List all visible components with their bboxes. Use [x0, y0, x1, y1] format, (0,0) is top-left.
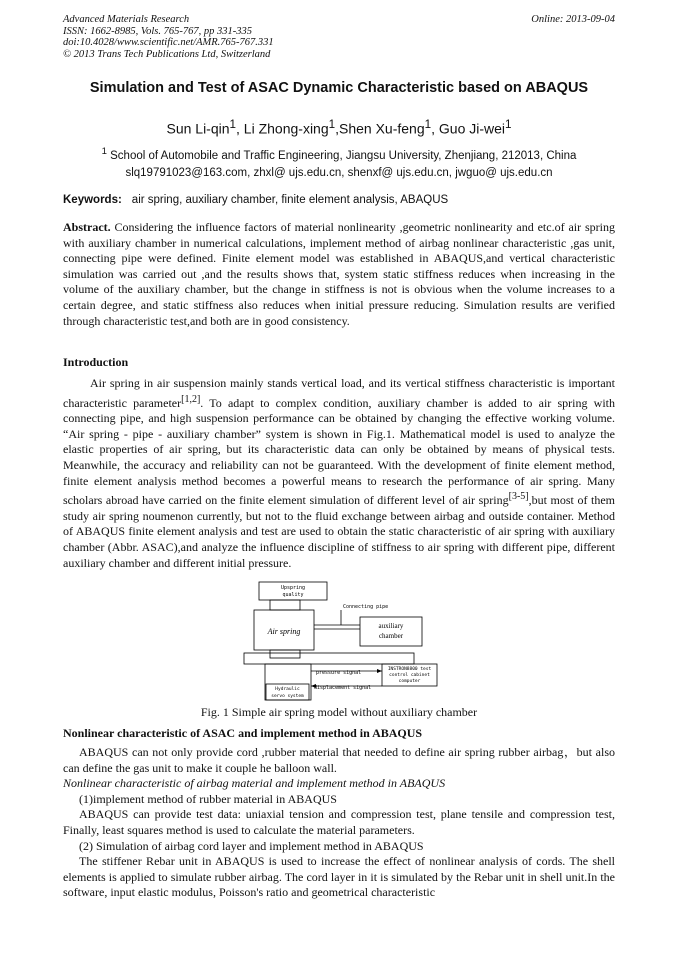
- auxiliary-chamber-label: chamber: [378, 632, 404, 640]
- subheading: Nonlinear characteristic of airbag material and implement method in ABAQUS: [63, 776, 446, 791]
- author-affil-sup: 1: [424, 118, 432, 131]
- air-spring-label: Air spring: [267, 627, 301, 636]
- intro-text: ,but most of them study air spring noumenon currently, but not to the fluid exchange between airbag and outside container. Method of ABAQUS finite element analysis and test are used to obtain the static characteristic of air spring with auxiliary chamber (Abbr. ASAC),and analyze the influence discipline of stiffness to air spring with different pipe, different auxiliary chamber and different initial pressure.: [63, 493, 615, 570]
- author-affil-sup: 1: [229, 118, 237, 131]
- affiliation-text: School of Automobile and Traffic Engineering, Jiangsu University, Zhenjiang, 212013, China: [110, 149, 577, 162]
- author-emails: slq19791023@163.com, zhxl@ ujs.edu.cn, shenxf@ ujs.edu.cn, jwguo@ ujs.edu.cn: [125, 167, 553, 179]
- author-affil-sup: 1: [328, 118, 336, 131]
- top-plate: [270, 600, 300, 610]
- paragraph: The stiffener Rebar unit in ABAQUS is used to increase the effect of nonlinear analysis of cords. The shell elements is applied to simulate rubber airbag. The cord layer in it is simulated by the Rebar unit in shell unit.In the software, input elastic modulus, Poisson's ratio and geometrical characteristic: [63, 854, 615, 900]
- affiliation: [40, 146, 638, 162]
- author-name: Sun Li-qin: [166, 120, 230, 137]
- connecting-pipe-label: Connecting pipe: [343, 604, 389, 610]
- abstract: [63, 220, 615, 329]
- hydraulic-label: servo system: [271, 694, 304, 699]
- online-date: Online: 2013-09-04: [531, 14, 615, 25]
- keywords-label: Keywords:: [63, 194, 122, 206]
- author-affil-sup: 1: [505, 118, 512, 131]
- figure-caption: Fig. 1 Simple air spring model without auxiliary chamber: [200, 705, 478, 719]
- journal-name: Advanced Materials Research: [63, 14, 190, 25]
- abstract-label: Abstract.: [63, 220, 111, 234]
- author-list: Sun Li-qin$^1$, Li Zhong-xing$^1$,Shen Xu-feng$^1$, Guo Ji-wei$^1$: [166, 118, 512, 137]
- instron-label: computer: [398, 679, 421, 684]
- journal-header: [63, 14, 615, 60]
- bottom-plate: [270, 650, 300, 658]
- list-item: (1)implement method of rubber material in ABAQUS: [79, 791, 337, 806]
- affiliation-sup: 1: [101, 146, 107, 157]
- displacement-signal-label: displacement signal: [314, 685, 372, 691]
- section-heading-introduction: Introduction: [63, 355, 129, 369]
- abstract-text: Considering the influence factors of material nonlinearity ,geometric nonlinearity and etc.of air spring with auxiliary chamber in numerical calculations, implement method of airbag nonlinear characteristic ,gas unit, connecting pipe were defined. Finite element model was established in ABAQUS,and vertical characteristic simulation was carried out ,and the results shows that, system static stiffness reduces when increasing in the volume of the auxiliary chamber, but the change in stiffness is not is obvious when the volume increases to a certain degree, and static stiffness also reduces when initial pressure reducing. Simulation results are verified through characteristic test,and both are in good consistency.: [63, 220, 615, 328]
- citation: [3-5]: [508, 491, 529, 503]
- keywords-text: air spring, auxiliary chamber, finite element analysis, ABAQUS: [131, 194, 449, 206]
- copyright: © 2013 Trans Tech Publications Ltd, Switzerland: [63, 48, 271, 60]
- upspring-label: quality: [282, 592, 304, 598]
- introduction-paragraph: [63, 376, 615, 571]
- author-name: Shen Xu-feng: [339, 120, 425, 137]
- section-heading-nonlinear: Nonlinear characteristic of ASAC and implement method in ABAQUS: [63, 726, 423, 740]
- intro-text: Air spring in air suspension mainly stands vertical load, and its vertical stiffness characteristic is important characteristic parameter: [63, 376, 615, 410]
- author-name: Li Zhong-xing: [243, 120, 329, 137]
- doi: doi:10.4028/www.scientific.net/AMR.765-767.331: [63, 37, 274, 48]
- author-name: Guo Ji-wei: [438, 120, 506, 137]
- keywords: [63, 194, 615, 206]
- citation: [1,2]: [181, 393, 201, 405]
- instron-label: control cabinet: [389, 673, 430, 678]
- intro-text: . To adapt to complex condition, auxiliary chamber is added to air spring with connecting pipe, and high suspension performance can be obtained by changing the effective working volume. “Air spring - pipe - auxiliary chamber” system is shown in Fig.1. Mathematical model is used to analyze the elastic properties of air spring, but its characteristic data can only be obtained by means of physical tests. Meanwhile, the accuracy and reliability can not be guaranteed. With the development of finite element method, finite element analysis method becomes a powerful means to research the performance of air spring. Many scholars abroad have carried on the finite element simulation of different level of air spring: [63, 395, 616, 508]
- issn: ISSN: 1662-8985, Vols. 765-767, pp 331-335: [63, 25, 252, 37]
- arrow-head-icon: [377, 669, 382, 673]
- paragraph: ABAQUS can not only provide cord ,rubber material that needed to define air spring rubber airbag，but also can define the gas unit to make it couple he balloon wall.: [63, 745, 615, 775]
- section-2-body: [63, 745, 615, 901]
- figure-1-diagram: [243, 580, 443, 705]
- paper-title: Simulation and Test of ASAC Dynamic Characteristic based on ABAQUS: [89, 80, 589, 96]
- base-platform: [244, 653, 414, 664]
- paragraph: ABAQUS can provide test data: uniaxial tension and compression test, plane tensile and compression test, Finally, least squares method is used to calculate the material parameters.: [63, 807, 615, 837]
- pressure-signal-label: pressure signal: [316, 670, 362, 676]
- list-item: (2) Simulation of airbag cord layer and implement method in ABAQUS: [79, 838, 424, 853]
- hydraulic-label: Hydraulic: [275, 687, 300, 692]
- instron-label: INSTRON8800 test: [387, 667, 432, 672]
- auxiliary-chamber-label: auxiliary: [378, 622, 404, 630]
- upspring-label: Upspring: [280, 585, 306, 591]
